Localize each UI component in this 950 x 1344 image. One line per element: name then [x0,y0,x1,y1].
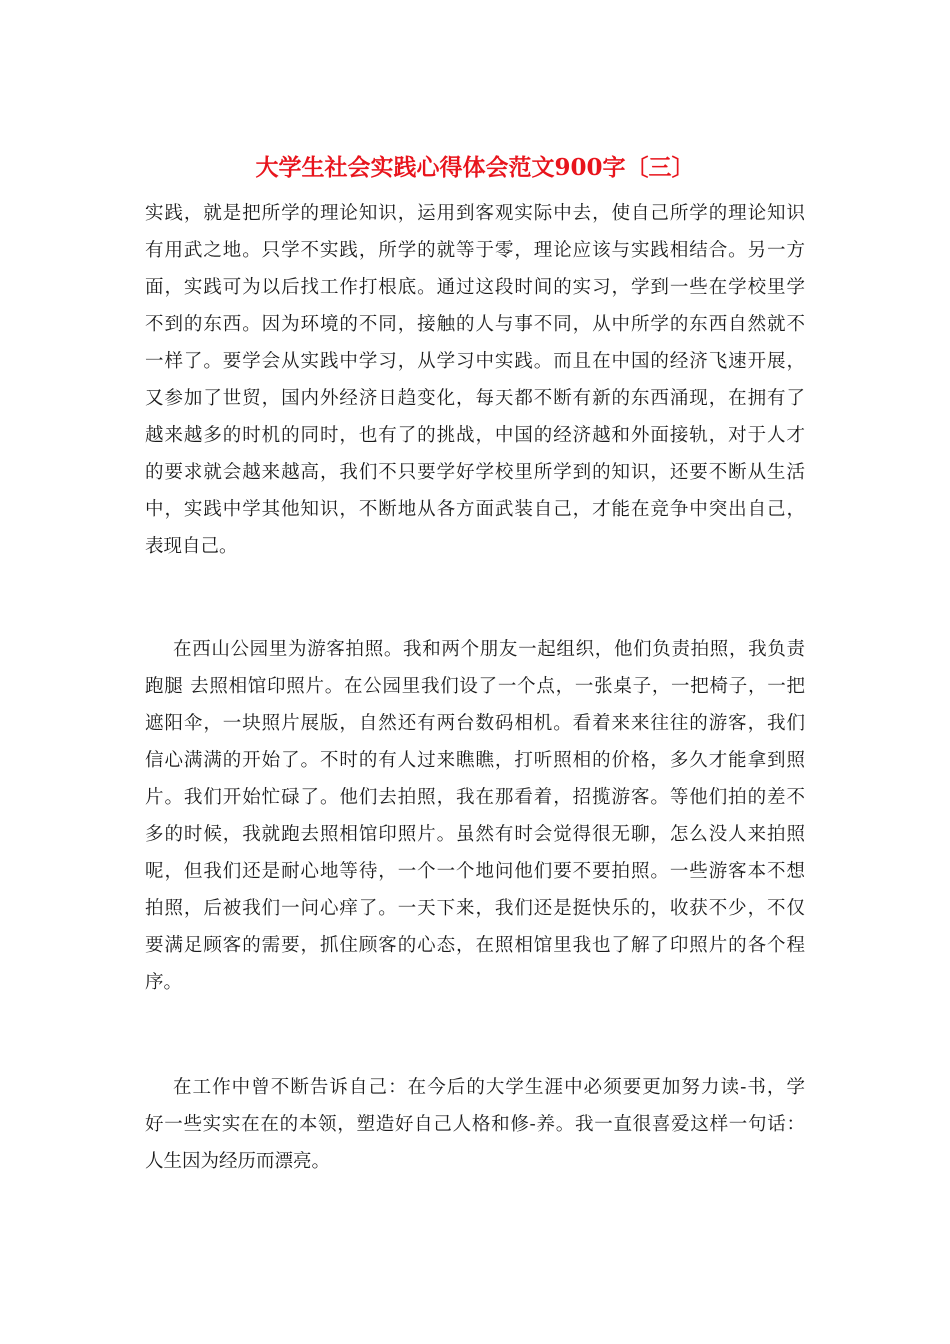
paragraph-line: 面，实践可为以后找工作打根底。通过这段时间的实习，学到一些在学校里学 [145,277,805,298]
paragraph-line: 呢，但我们还是耐心地等待，一个一个地问他们要不要拍照。一些游客本不想 [145,861,805,882]
paragraph-line: 片。我们开始忙碌了。他们去拍照，我在那看着，招揽游客。等他们拍的差不 [145,787,805,808]
paragraph-line: 人生因为经历而漂亮。 [145,1151,331,1172]
paragraph-line: 在西山公园里为游客拍照。我和两个朋友一起组织，他们负责拍照，我负责 [173,639,805,660]
paragraph-line: 中，实践中学其他知识，不断地从各方面武装自己，才能在竞争中突出自己， [145,499,805,520]
paragraph-line: 多的时候，我就跑去照相馆印照片。虽然有时会觉得很无聊，怎么没人来拍照 [145,824,805,845]
paragraph-line: 要满足顾客的需要，抓住顾客的心态，在照相馆里我也了解了印照片的各个程 [145,935,805,956]
paragraph-line: 不到的东西。因为环境的不同，接触的人与事不同，从中所学的东西自然就不 [145,314,805,335]
paragraph-3 [145,1069,805,1180]
paragraph-1 [145,195,805,565]
document-title: 大学生社会实践心得体会范文900字〔三〕 [255,154,695,181]
paragraph-line: 越来越多的时机的同时，也有了的挑战，中国的经济越和外面接轨，对于人才 [145,425,805,446]
paragraph-line: 的要求就会越来越高，我们不只要学好学校里所学到的知识，还要不断从生活 [145,462,805,483]
paragraph-line: 实践，就是把所学的理论知识，运用到客观实际中去，使自己所学的理论知识 [145,203,805,224]
paragraph-2 [145,631,805,1001]
paragraph-line: 又参加了世贸，国内外经济日趋变化，每天都不断有新的东西涌现，在拥有了 [145,388,805,409]
paragraph-line: 一样了。要学会从实践中学习，从学习中实践。而且在中国的经济飞速开展， [145,351,805,372]
paragraph-line: 信心满满的开始了。不时的有人过来瞧瞧，打听照相的价格，多久才能拿到照 [145,750,805,771]
paragraph-line: 表现自己。 [145,536,238,557]
paragraph-line: 拍照，后被我们一问心痒了。一天下来，我们还是挺快乐的，收获不少，不仅 [145,898,805,919]
paragraph-line: 序。 [145,972,183,993]
paragraph-line: 遮阳伞，一块照片展版，自然还有两台数码相机。看着来来往往的游客，我们 [145,713,805,734]
paragraph-line: 有用武之地。只学不实践，所学的就等于零，理论应该与实践相结合。另一方 [145,240,805,261]
paragraph-line: 好一些实实在在的本领，塑造好自己人格和修-养。我一直很喜爱这样一句话： [145,1114,805,1135]
paragraph-line: 跑腿 去照相馆印照片。在公园里我们设了一个点，一张桌子，一把椅子，一把 [145,676,805,697]
paragraph-line: 在工作中曾不断告诉自己：在今后的大学生涯中必须要更加努力读-书，学 [173,1077,805,1098]
